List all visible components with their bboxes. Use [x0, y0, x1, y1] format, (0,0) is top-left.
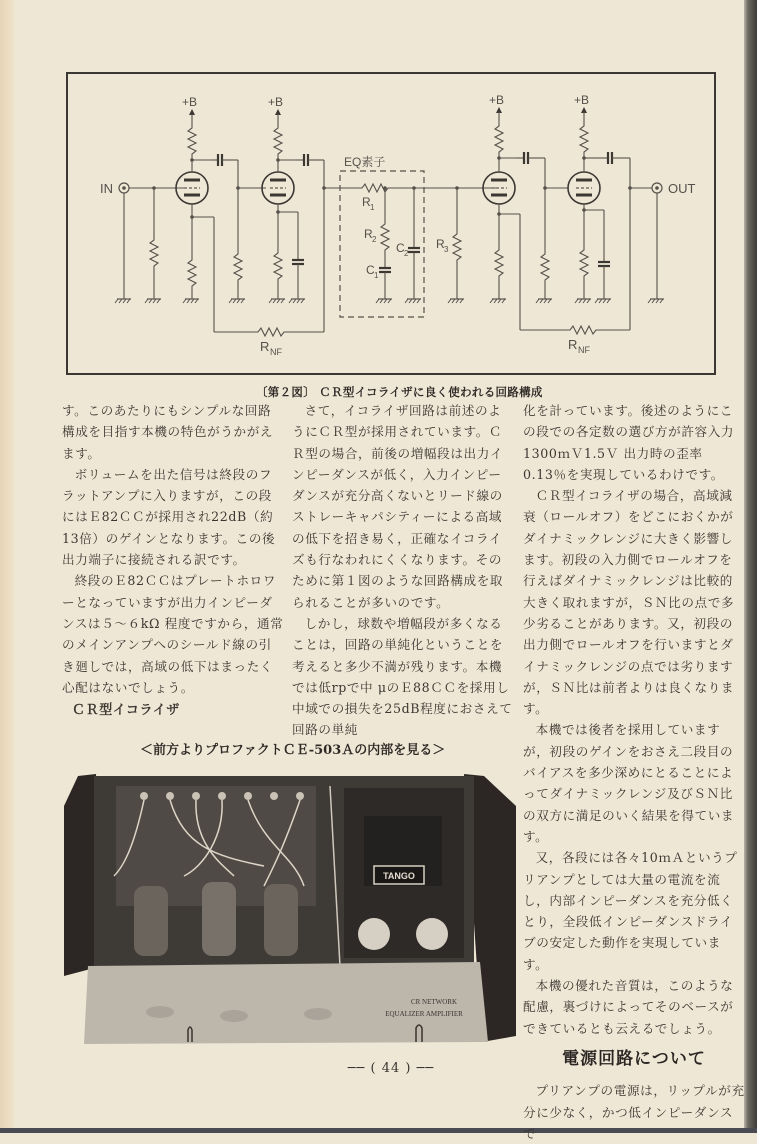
svg-text:+B: +B: [574, 93, 590, 107]
text-column-1: [62, 400, 284, 721]
paragraph: す。このあたりにもシンプルな回路構成を目指す本機の特色がうかがえます。: [62, 403, 274, 461]
subheading-cr-equalizer: ＣＲ型イコライザ: [72, 703, 180, 719]
text-column-3: [523, 400, 745, 1144]
svg-text:+B: +B: [182, 95, 198, 109]
figure-caption: 〔第２図〕 ＣＲ型イコライザに良く使われる回路構成: [256, 385, 543, 399]
page-gutter-shade: [0, 0, 14, 1133]
svg-text:CR NETWORK: CR NETWORK: [410, 998, 458, 1006]
paragraph: 本機の優れた音質は，このような配慮，裏づけによってそのベースができているとも云えるでしょう。: [523, 978, 734, 1036]
svg-text:2: 2: [372, 235, 377, 244]
paragraph: プリアンプの電源は，リップルが充分に少なく，かつ低インピーダンスで: [523, 1083, 745, 1141]
svg-text:NF: NF: [270, 347, 282, 357]
svg-text:3: 3: [444, 245, 449, 254]
svg-text:R: R: [260, 339, 270, 354]
svg-text:OUT: OUT: [668, 181, 696, 196]
amplifier-illustration: [64, 766, 516, 1044]
svg-text:TANGO: TANGO: [383, 871, 415, 881]
svg-text:C: C: [396, 241, 405, 255]
svg-text:R: R: [362, 195, 371, 209]
text-column-2: [292, 400, 514, 741]
paragraph: 又，各段には各々10ｍＡというプリアンプとしては大量の電流を流し，内部インピーダンスを充分低くとり，全段低インピーダンスドライブの安定した動作を実現しています。: [523, 850, 738, 972]
photo-caption: ＜前方よりプロファクトＣＥ-503Ａの内部を見る＞: [140, 743, 446, 758]
amplifier-photo: [64, 766, 516, 1044]
paragraph: さて，イコライザ回路は前述のようにＣＲ型が採用されています。ＣＲ型の場合，前後の増幅段は出力インピーダンスが低く，入力インピーダンスが充分高くないとリード線のストレーキャパシティーによる高域の低下を招き易く，正確なイコライズも行なわれにくくなります。そのために第１図のような回路構成を取られることが多いのです。: [292, 403, 504, 610]
circuit-schematic: [68, 74, 714, 373]
paragraph: 化を計っています。後述のようにこの段での各定数の選び方が許容入力1300ｍＶ1.5Ｖ 出力時の歪率0.13％を実現しているわけです。: [523, 403, 735, 482]
svg-text:EQUALIZER AMPLIFIER: EQUALIZER AMPLIFIER: [385, 1010, 463, 1018]
circuit-diagram: [66, 72, 716, 375]
svg-text:+B: +B: [268, 95, 284, 109]
page-edge: [744, 0, 757, 1133]
svg-text:1: 1: [374, 271, 379, 280]
svg-text:R: R: [436, 237, 445, 251]
svg-text:1: 1: [370, 203, 375, 212]
paragraph: 終段のＥ82ＣＣはプレートホロワーとなっていますが出力インピーダンスは５～６kΩ 程度ですから，通常のメインアンプへのシールド線の引き廻しでは，高域の低下はまったく心配はないでしょう。: [62, 573, 284, 695]
paragraph: ＣＲ型イコライザの場合，高域減衰（ロールオフ）をどこにおくかがダイナミックレンジに大きく影響します。初段の入力側でロールオフを行えばダイナミックレンジは比較的大きく取れますが，ＳＮ比の点で多少劣ることがあります。又，初段の出力側でロールオフを行いますとダイナミックレンジの点では劣りますが，ＳＮ比は前者よりは良くなります。: [523, 488, 735, 717]
svg-text:C: C: [366, 263, 375, 277]
svg-text:EQ素子: EQ素子: [344, 155, 386, 169]
paragraph: しかし，球数や増幅段が多くなることは，回路の単純化ということを考えると多少不満が残ります。本機では低rpで中 μのＥ88ＣＣを採用し中域での損失を25dB程度におさえて回路の単純: [292, 615, 513, 738]
page-number: ── ( 44 ) ──: [347, 1061, 435, 1076]
svg-text:+B: +B: [489, 93, 505, 107]
paragraph: ボリュームを出た信号は終段のフラットアンプに入りますが，この段にはＥ82ＣＣが採用され22dB（約13倍）のゲインとなります。この後出力端子に接続される訳です。: [62, 466, 276, 568]
svg-text:IN: IN: [100, 181, 113, 196]
svg-text:R: R: [364, 227, 373, 241]
section-heading-power-supply: 電源回路について: [562, 1048, 706, 1069]
svg-text:NF: NF: [578, 345, 590, 355]
paragraph: 本機では後者を採用していますが，初段のゲインをおさえ二段目のバイアスを多少深めにとることによってダイナミックレンジ及びＳＮ比の双方に満足のいく結果を得ています。: [523, 722, 735, 844]
svg-text:R: R: [568, 337, 578, 352]
svg-text:2: 2: [404, 249, 409, 258]
